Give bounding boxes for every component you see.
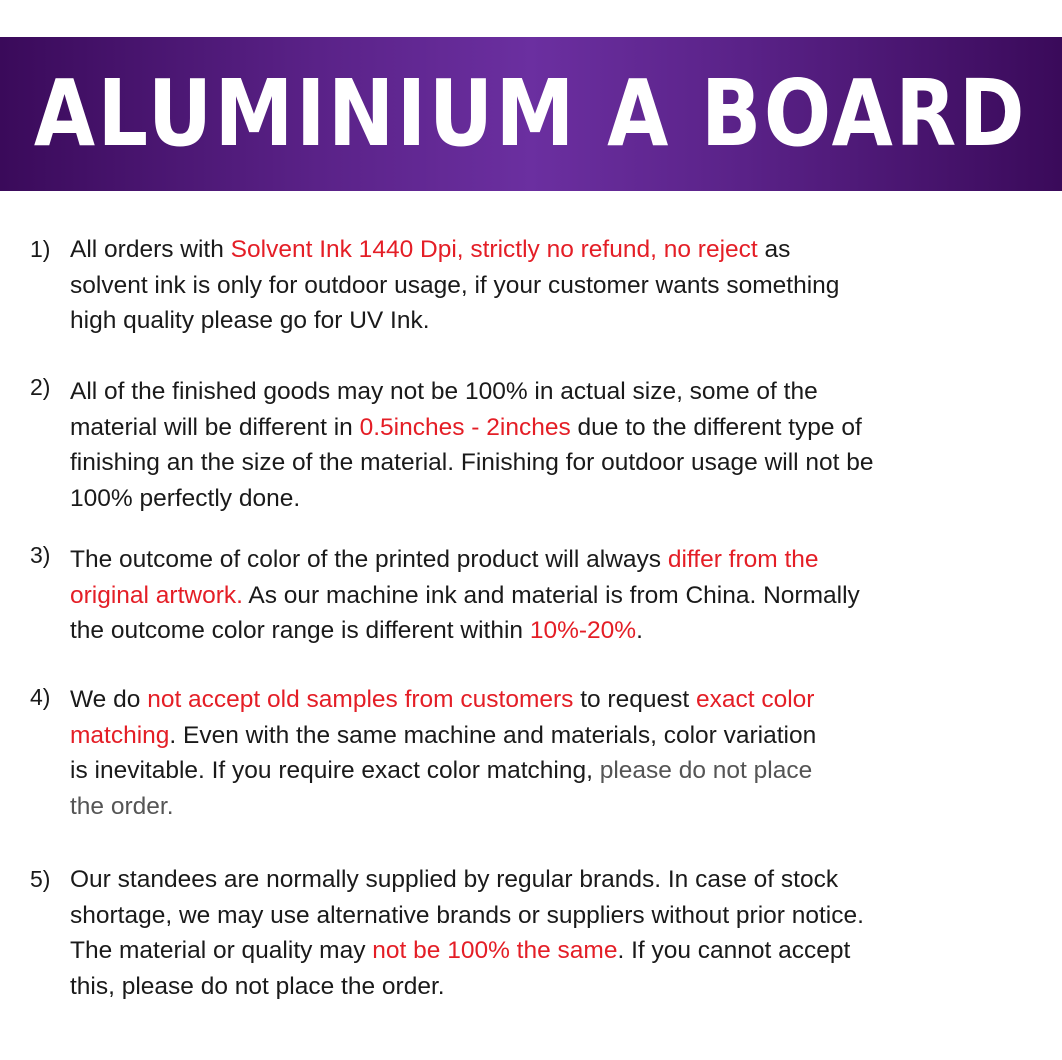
term-number: 4) (30, 684, 51, 710)
term-line (70, 542, 1045, 578)
term-segment: material will be different in (70, 413, 360, 441)
term-segment: As our machine ink and material is from China. Normally (242, 581, 860, 609)
term-text (70, 682, 1045, 824)
term-segment: . If you cannot accept (617, 937, 851, 964)
term-segment: the outcome color range is different within (70, 617, 530, 644)
term-segment: 100% perfectly done. (70, 484, 301, 512)
term-segment: due to the different type of (570, 413, 862, 441)
term-line (70, 682, 1045, 718)
term-number: 2) (30, 374, 51, 400)
term-segment: We do (70, 686, 148, 713)
term-segment: to request (573, 686, 696, 713)
term-highlight: please do not place (599, 757, 813, 784)
term-line (70, 789, 1045, 825)
term-line (70, 445, 1045, 481)
term-highlight: differ from the (667, 546, 819, 573)
term-highlight: original artwork. (70, 581, 243, 609)
term-line (70, 410, 1045, 446)
term-line (70, 303, 1045, 339)
term-highlight: exact color (695, 686, 815, 713)
term-highlight: the order. (70, 792, 174, 820)
term-text (70, 232, 1045, 339)
term-segment: . (636, 617, 643, 644)
term-highlight: not be 100% the same (372, 937, 618, 964)
term-highlight: 10%-20% (529, 617, 637, 644)
term-line (70, 933, 1045, 969)
term-segment: solvent ink is only for outdoor usage, if your customer wants something (70, 271, 840, 299)
term-line (70, 374, 1045, 410)
term-segment: this, please do not place the order. (70, 972, 445, 1000)
term-text (70, 374, 1045, 516)
term-text (70, 862, 1045, 1004)
term-segment: All orders with (70, 236, 231, 263)
term-number: 1) (30, 236, 51, 262)
term-segment: high quality please go for UV Ink. (70, 307, 430, 334)
term-line (70, 481, 1045, 517)
term-text (70, 542, 1045, 649)
term-segment: as (757, 236, 791, 263)
term-highlight: 0.5inches - 2inches (359, 413, 571, 441)
term-line (70, 969, 1045, 1005)
term-line (70, 578, 1045, 614)
term-line (70, 898, 1045, 934)
term-segment: All of the finished goods may not be 100% in actual size, some of the (70, 378, 818, 405)
term-segment: shortage, we may use alternative brands or suppliers without prior notice. (70, 901, 864, 929)
term-segment: . Even with the same machine and materials, color variation (169, 721, 817, 749)
term-number: 5) (30, 866, 51, 892)
term-line (70, 613, 1045, 649)
term-segment: The outcome of color of the printed product will always (70, 546, 668, 573)
term-line (70, 862, 1045, 898)
term-line (70, 232, 1045, 268)
page-title: ALUMINIUM A BOARD (34, 60, 1028, 167)
term-highlight: matching (70, 721, 170, 749)
term-number: 3) (30, 542, 51, 568)
term-line (70, 268, 1045, 304)
term-line (70, 753, 1045, 789)
term-segment: The material or quality may (70, 937, 373, 964)
term-segment: Our standees are normally supplied by regular brands. In case of stock (70, 866, 839, 893)
term-line (70, 718, 1045, 754)
term-highlight: Solvent Ink 1440 Dpi, strictly no refund, no reject (230, 236, 758, 263)
title-banner (0, 37, 1062, 191)
term-highlight: not accept old samples from customers (147, 686, 574, 713)
term-segment: is inevitable. If you require exact color matching, (70, 757, 600, 784)
term-segment: finishing an the size of the material. Finishing for outdoor usage will not be (70, 449, 874, 476)
